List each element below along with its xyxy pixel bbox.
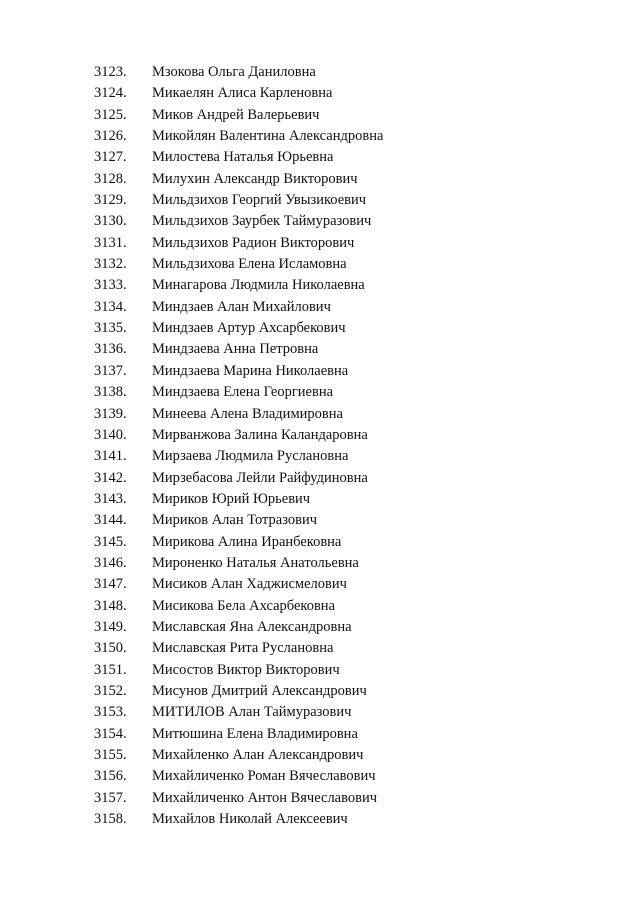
person-name: Мирикова Алина Иранбековна [152,533,342,550]
person-name: Мироненко Наталья Анатольевна [152,554,359,571]
list-item [0,404,640,425]
entry-number: 3130. [94,213,127,230]
list-item [0,297,640,318]
person-name: Мисикова Бела Ахсарбековна [152,597,336,614]
person-name: МИТИЛОВ Алан Таймуразович [152,704,352,721]
entry-number: 3152. [94,682,127,699]
entry-number: 3158. [94,811,127,828]
list-item [0,702,640,723]
person-name: Михайлов Николай Алексеевич [152,811,348,828]
entry-number: 3132. [94,256,127,273]
entry-number: 3125. [94,106,127,123]
list-item [0,681,640,702]
list-item [0,660,640,681]
person-name: Мирванжова Залина Каландаровна [152,426,368,443]
entry-number: 3146. [94,554,127,571]
person-name: Мирзаева Людмила Руслановна [152,448,349,465]
entry-number: 3129. [94,192,127,209]
person-name: Миславская Рита Руслановна [152,640,334,657]
person-name: Миндзаев Артур Ахсарбекович [152,320,346,337]
list-item [0,425,640,446]
list-item [0,574,640,595]
list-item [0,126,640,147]
person-name: Мисиков Алан Хаджисмелович [152,576,347,593]
person-name: Миков Андрей Валерьевич [152,106,320,123]
entry-number: 3136. [94,341,127,358]
list-item [0,233,640,254]
list-item [0,211,640,232]
person-name: Миндзаева Марина Николаевна [152,362,349,379]
person-name: Мильдзихов Георгий Увызикоевич [152,192,367,209]
entry-number: 3157. [94,789,127,806]
person-name: Мзокова Ольга Даниловна [152,64,316,80]
list-item [0,553,640,574]
list-item [0,169,640,190]
list-item [0,361,640,382]
person-name: Мильдзихов Радион Викторович [152,234,355,251]
entry-number: 3150. [94,640,127,657]
person-name: Мирзебасова Лейли Райфудиновна [152,469,368,486]
list-item [0,83,640,104]
entry-number: 3134. [94,298,127,315]
list-item [0,275,640,296]
entry-number: 3147. [94,576,127,593]
person-name: Микойлян Валентина Александровна [152,128,384,145]
list-item [0,190,640,211]
list-item [0,724,640,745]
list-item [0,446,640,467]
entry-number: 3156. [94,768,127,785]
person-name: Мисунов Дмитрий Александрович [152,682,367,699]
entry-number: 3142. [94,469,127,486]
entry-number: 3144. [94,512,127,529]
list-item [0,468,640,489]
person-name: Михайличенко Антон Вячеславович [152,789,378,806]
entry-number: 3126. [94,128,127,145]
person-name: Митюшина Елена Владимировна [152,725,358,742]
list-item [0,489,640,510]
entry-number: 3155. [94,747,127,763]
entry-number: 3135. [94,320,127,337]
entry-number: 3154. [94,725,127,742]
person-name: Миндзаева Анна Петровна [152,341,319,358]
entry-number: 3124. [94,85,127,102]
person-name: Миндзаева Елена Георгиевна [152,384,334,401]
person-name: Мильдзихова Елена Исламовна [152,256,347,273]
entry-number: 3137. [94,362,127,379]
person-name: Минагарова Людмила Николаевна [152,277,365,294]
entry-number: 3128. [94,170,127,187]
person-name: Минеева Алена Владимировна [152,405,343,422]
list-item [0,809,640,830]
list-item [0,532,640,553]
person-name: Микаелян Алиса Карленовна [152,85,333,102]
person-name: Миндзаев Алан Михайлович [152,298,331,315]
list-item [0,254,640,275]
list-item [0,617,640,638]
entry-number: 3145. [94,533,127,550]
list-item [0,596,640,617]
list-item [0,382,640,403]
entry-number: 3151. [94,661,127,678]
person-name: Михайличенко Роман Вячеславович [152,768,376,785]
entry-number: 3141. [94,448,127,465]
list-item [0,147,640,168]
numbered-name-list [0,62,640,830]
person-name: Мириков Юрий Юрьевич [152,490,311,507]
list-item [0,788,640,809]
list-item [0,638,640,659]
entry-number: 3140. [94,426,127,443]
person-name: Мириков Алан Тотразович [152,512,318,529]
person-name: Миславская Яна Александровна [152,618,352,635]
entry-number: 3143. [94,490,127,507]
entry-number: 3127. [94,149,127,166]
entry-number: 3153. [94,704,127,721]
person-name: Милухин Александр Викторович [152,170,358,187]
entry-number: 3139. [94,405,127,422]
person-name: Мильдзихов Заурбек Таймуразович [152,213,372,230]
list-item [0,318,640,339]
list-item [0,766,640,787]
entry-number: 3138. [94,384,127,401]
person-name: Михайленко Алан Александрович [152,747,364,763]
entry-number: 3131. [94,234,127,251]
list-item [0,105,640,126]
list-item [0,745,640,766]
person-name: Милостева Наталья Юрьевна [152,149,334,166]
list-item [0,510,640,531]
entry-number: 3149. [94,618,127,635]
entry-number: 3148. [94,597,127,614]
entry-number: 3133. [94,277,127,294]
list-item [0,339,640,360]
list-item [0,62,640,83]
entry-number: 3123. [94,64,127,80]
person-name: Мисостов Виктор Викторович [152,661,340,678]
